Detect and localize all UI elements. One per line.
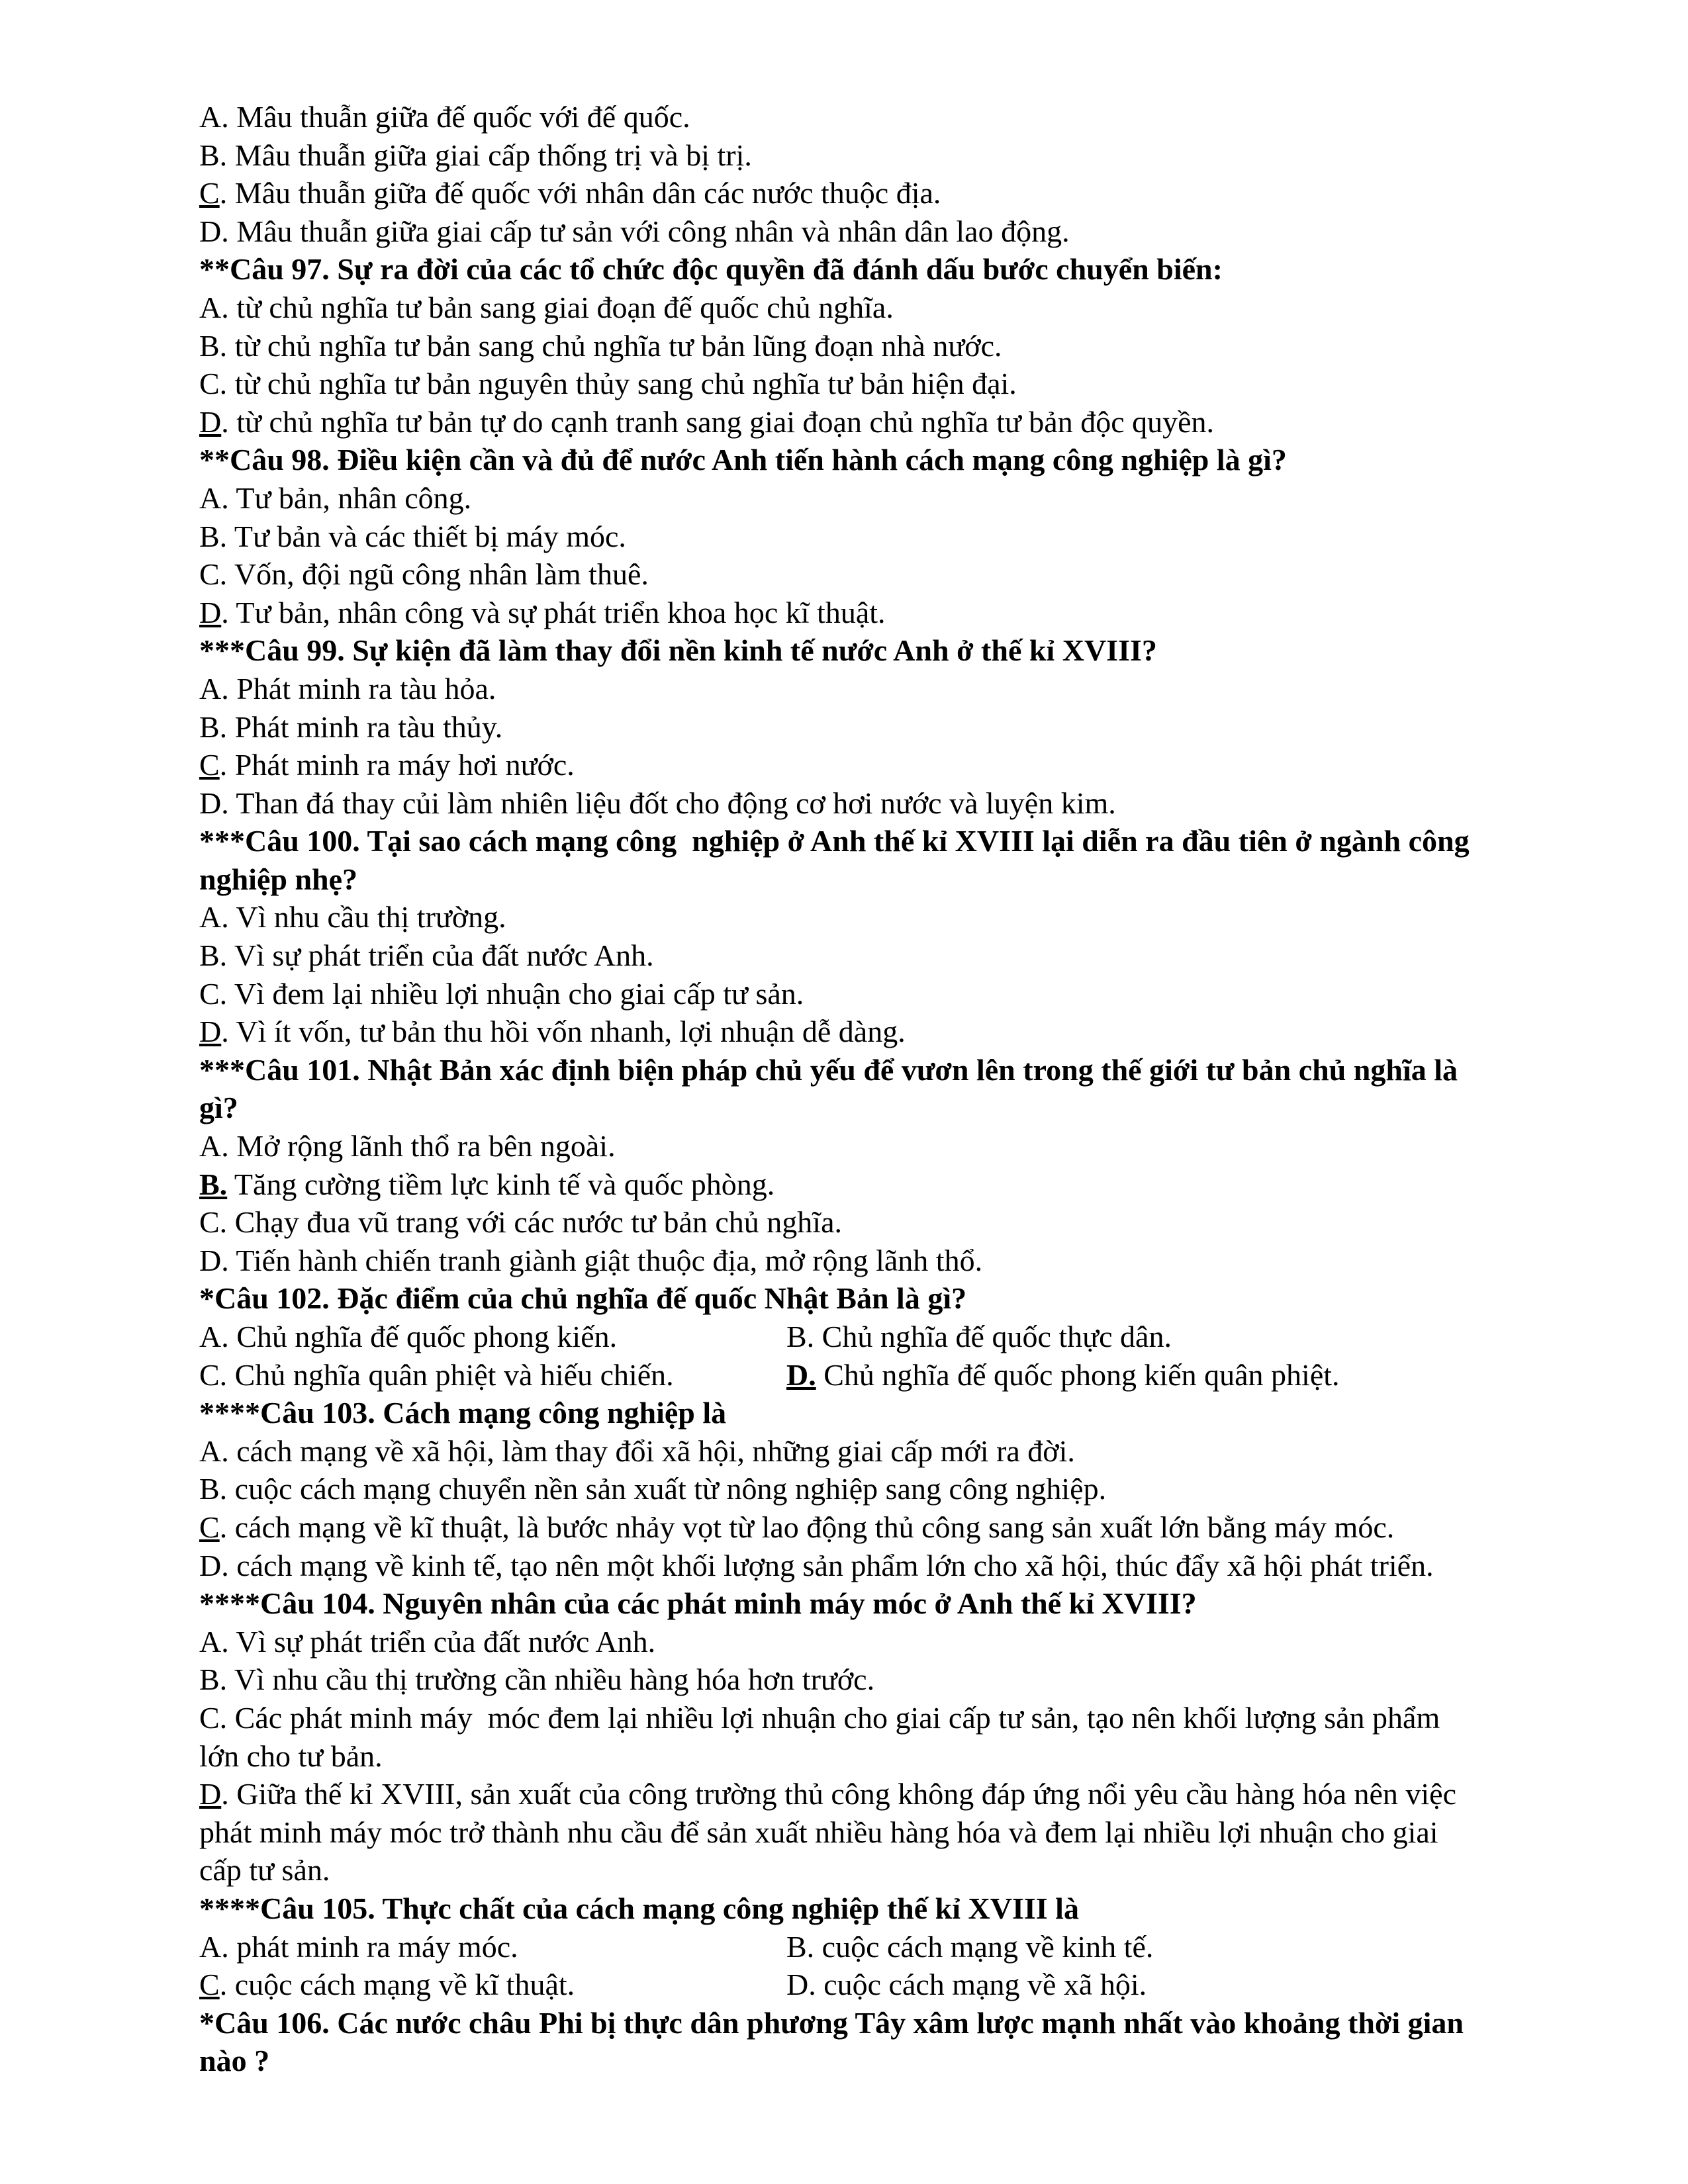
question-98: **Câu 98. Điều kiện cần và đủ để nước Anh tiến hành cách mạng công nghiệp là gì? <box>199 443 1287 477</box>
answer-b: B. cuộc cách mạng về kinh tế. <box>786 1929 1154 1964</box>
answer-c: C. Các phát minh máy móc đem lại nhiều lợi nhuận cho giai cấp tư sản, tạo nên khối lượng sản phẩm <box>199 1700 1440 1735</box>
answer-b: B. Vì sự phát triển của đất nước Anh. <box>199 938 654 973</box>
answer-marker: D. <box>786 1357 816 1392</box>
answer-a: A. Mâu thuẫn giữa đế quốc với đế quốc. <box>199 100 690 134</box>
question-102: *Câu 102. Đặc điểm của chủ nghĩa đế quốc Nhật Bản là gì? <box>199 1281 967 1316</box>
answer-d: D. cách mạng về kinh tế, tạo nên một khối lượng sản phẩm lớn cho xã hội, thúc đẩy xã hội phát triển. <box>199 1548 1434 1582</box>
answer-b: B. Vì nhu cầu thị trường cần nhiều hàng hóa hơn trước. <box>199 1662 875 1697</box>
answer-a: A. Mở rộng lãnh thổ ra bên ngoài. <box>199 1129 616 1163</box>
answer-d: D. Tiến hành chiến tranh giành giật thuộc địa, mở rộng lãnh thổ. <box>199 1243 983 1277</box>
answer-b: B. Tư bản và các thiết bị máy móc. <box>199 519 626 553</box>
answer-d: D. cuộc cách mạng về xã hội. <box>786 1968 1147 2002</box>
answer-c-correct: C. Mâu thuẫn giữa đế quốc với nhân dân các nước thuộc địa. <box>199 176 941 210</box>
question-100: ***Câu 100. Tại sao cách mạng công nghiệp ở Anh thế kỉ XVIII lại diễn ra đầu tiên ở ngành công <box>199 824 1470 858</box>
answer-marker: C <box>199 748 220 782</box>
question-99: ***Câu 99. Sự kiện đã làm thay đổi nền kinh tế nước Anh ở thế kỉ XVIII? <box>199 633 1157 668</box>
answer-a: A. Vì nhu cầu thị trường. <box>199 900 506 934</box>
answer-marker: C <box>199 176 220 210</box>
answer-row <box>199 1356 1583 1394</box>
answer-c: C. Vì đem lại nhiều lợi nhuận cho giai cấp tư sản. <box>199 976 804 1011</box>
answer-a: A. Phát minh ra tàu hỏa. <box>199 671 496 705</box>
question-106-cont: nào ? <box>199 2044 270 2078</box>
answer-a: A. Vì sự phát triển của đất nước Anh. <box>199 1624 656 1659</box>
answer-d-cont: phát minh máy móc trở thành nhu cầu để sản xuất nhiều hàng hóa và đem lại nhiều lợi nhuận cho giai <box>199 1815 1438 1849</box>
answer-b: B. Chủ nghĩa đế quốc thực dân. <box>786 1320 1172 1353</box>
question-97: **Câu 97. Sự ra đời của các tổ chức độc quyền đã đánh dấu bước chuyển biến: <box>199 252 1223 287</box>
answer-c-correct: C. cách mạng về kĩ thuật, là bước nhảy vọt từ lao động thủ công sang sản xuất lớn bằng máy móc. <box>199 1510 1395 1544</box>
answer-a: A. phát minh ra máy móc. <box>199 1929 518 1964</box>
answer-d: D. Than đá thay củi làm nhiên liệu đốt cho động cơ hơi nước và luyện kim. <box>199 786 1116 820</box>
answer-d-correct: D. Chủ nghĩa đế quốc phong kiến quân phiệt. <box>786 1357 1340 1392</box>
answer-d-correct: D. Giữa thế kỉ XVIII, sản xuất của công trường thủ công không đáp ứng nổi yêu cầu hàng hóa nên việc <box>199 1777 1457 1811</box>
answer-d-cont: cấp tư sản. <box>199 1853 330 1888</box>
answer-b: B. từ chủ nghĩa tư bản sang chủ nghĩa tư bản lũng đoạn nhà nước. <box>199 328 1002 363</box>
answer-marker: D <box>199 595 222 629</box>
answer-marker: D <box>199 1777 222 1811</box>
answer-a: A. từ chủ nghĩa tư bản sang giai đoạn đế quốc chủ nghĩa. <box>199 290 894 324</box>
answer-c: C. Vốn, đội ngũ công nhân làm thuê. <box>199 557 649 592</box>
answer-d-correct: D. từ chủ nghĩa tư bản tự do cạnh tranh sang giai đoạn chủ nghĩa tư bản độc quyền. <box>199 404 1215 439</box>
answer-b: B. cuộc cách mạng chuyển nền sản xuất từ nông nghiệp sang công nghiệp. <box>199 1472 1107 1506</box>
answer-c-cont: lớn cho tư bản. <box>199 1739 383 1773</box>
answer-marker: C <box>199 1510 220 1544</box>
question-105: ****Câu 105. Thực chất của cách mạng công nghiệp thế kỉ XVIII là <box>199 1891 1079 1925</box>
answer-marker: B. <box>199 1167 228 1201</box>
answer-c: C. Chủ nghĩa quân phiệt và hiếu chiến. <box>199 1357 674 1392</box>
answer-c-correct: C. Phát minh ra máy hơi nước. <box>199 748 575 782</box>
answer-d-correct: D. Tư bản, nhân công và sự phát triển khoa học kĩ thuật. <box>199 595 886 629</box>
answer-marker: D <box>199 1015 222 1049</box>
answer-b: B. Phát minh ra tàu thủy. <box>199 709 503 744</box>
answer-row <box>199 1318 1583 1356</box>
answer-row <box>199 1928 1583 1966</box>
answer-row <box>199 1966 1583 2004</box>
answer-c: C. từ chủ nghĩa tư bản nguyên thủy sang chủ nghĩa tư bản hiện đại. <box>199 367 1017 401</box>
answer-a: A. Chủ nghĩa đế quốc phong kiến. <box>199 1320 618 1353</box>
answer-marker: C <box>199 1968 220 2002</box>
question-100-cont: nghiệp nhẹ? <box>199 862 358 896</box>
document-page <box>199 98 1583 2080</box>
answer-d-correct: D. Vì ít vốn, tư bản thu hồi vốn nhanh, lợi nhuận dễ dàng. <box>199 1015 906 1049</box>
answer-b: B. Mâu thuẫn giữa giai cấp thống trị và bị trị. <box>199 138 752 172</box>
answer-b-correct: B. Tăng cường tiềm lực kinh tế và quốc phòng. <box>199 1167 775 1201</box>
answer-marker: D <box>199 404 222 439</box>
question-104: ****Câu 104. Nguyên nhân của các phát minh máy móc ở Anh thế kỉ XVIII? <box>199 1586 1197 1621</box>
question-101: ***Câu 101. Nhật Bản xác định biện pháp chủ yếu để vươn lên trong thế giới tư bản chủ nghĩa là <box>199 1052 1458 1087</box>
question-101-cont: gì? <box>199 1091 238 1125</box>
answer-c-correct: C. cuộc cách mạng về kĩ thuật. <box>199 1968 575 2002</box>
answer-d: D. Mâu thuẫn giữa giai cấp tư sản với công nhân và nhân dân lao động. <box>199 214 1070 248</box>
answer-a: A. Tư bản, nhân công. <box>199 480 472 515</box>
answer-a: A. cách mạng về xã hội, làm thay đổi xã hội, những giai cấp mới ra đời. <box>199 1433 1075 1468</box>
answer-c: C. Chạy đua vũ trang với các nước tư bản chủ nghĩa. <box>199 1205 842 1240</box>
question-103: ****Câu 103. Cách mạng công nghiệp là <box>199 1396 727 1430</box>
question-106: *Câu 106. Các nước châu Phi bị thực dân phương Tây xâm lược mạnh nhất vào khoảng thời gian <box>199 2005 1464 2040</box>
